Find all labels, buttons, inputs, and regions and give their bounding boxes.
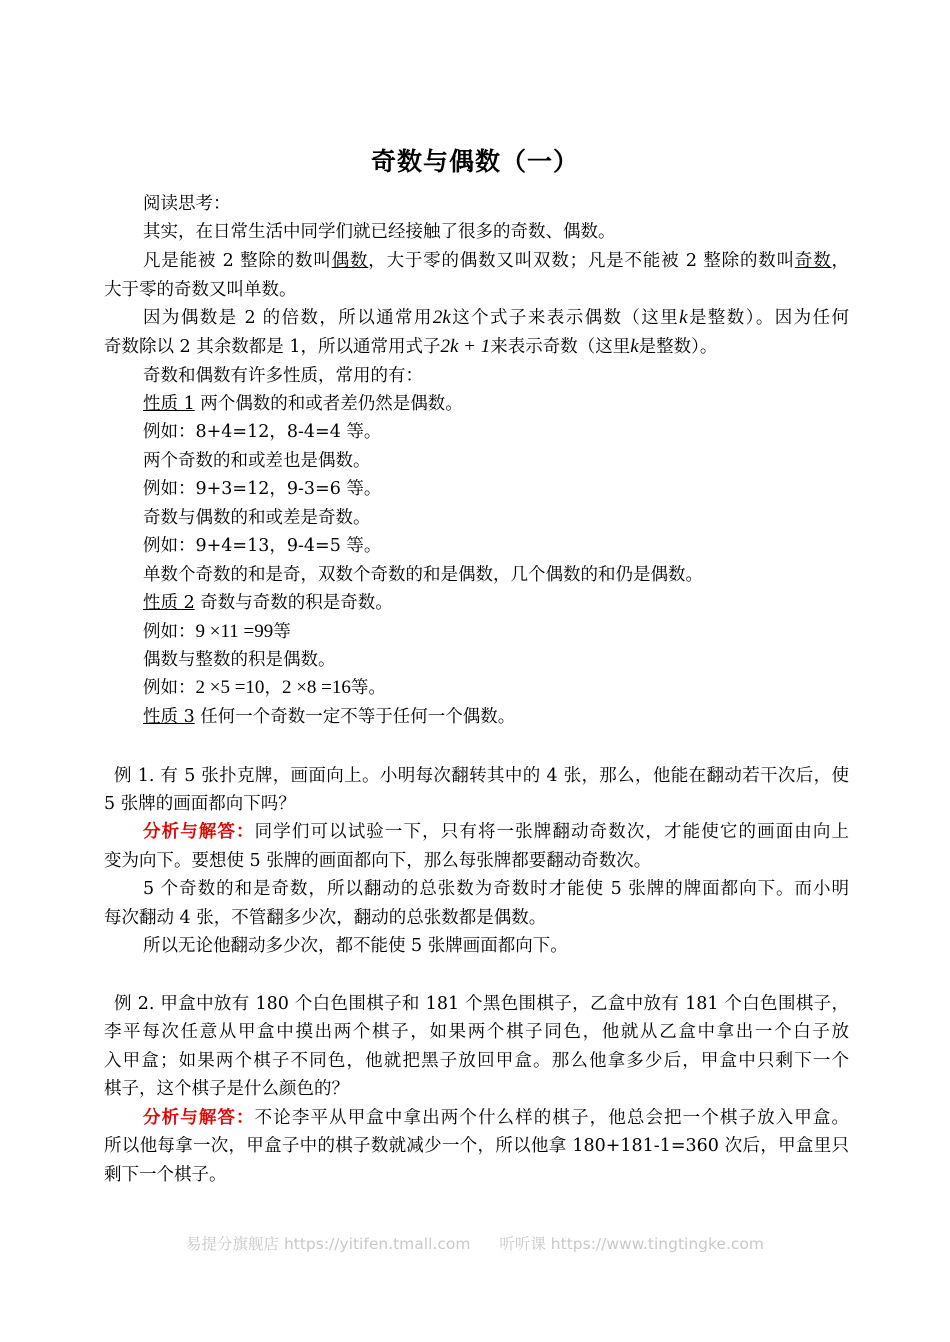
footer-link-right[interactable]: 听听课 https://www.tingtingke.com [499, 1235, 764, 1253]
paragraph: 大于零的奇数又叫单数。 [104, 280, 297, 300]
example-2-answer: 分析与解答：不论李平从甲盒中拿出两个什么样的棋子，他总会把一个棋子放入甲盒。 [143, 1108, 850, 1128]
example-1-question: 5 张牌的画面都向下吗？ [104, 794, 296, 814]
term-even: 偶数 [331, 251, 369, 271]
property-label: 性质 3 [143, 707, 195, 727]
property-label: 性质 1 [143, 394, 195, 414]
example-2-answer: 所以他每拿一次，甲盒子中的棋子数就减少一个，所以他拿 180+181-1=360 次后，甲盒里只 [104, 1136, 849, 1156]
formula-odd: 2k + 1 [440, 336, 491, 357]
example-1-question: 例 1. 有 5 张扑克牌，画面向上。小明每次翻转其中的 4 张，那么，他能在翻动若干次后，使 [114, 766, 849, 786]
example-1-answer: 每次翻动 4 张，不管翻多少次，翻动的总张数都是偶数。 [104, 908, 547, 928]
answer-label: 分析与解答： [143, 1108, 255, 1128]
paragraph: 凡是能被 2 整除的数叫偶数，大于零的偶数又叫双数；凡是不能被 2 整除的数叫奇数， [143, 251, 850, 271]
example-line: 例如：9+4=13，9-4=5 等。 [143, 536, 382, 556]
property-label: 性质 2 [143, 593, 195, 613]
formula: 2 ×8 =16 [281, 677, 351, 698]
example-2-question: 李平每次任意从甲盒中摸出两个棋子，如果两个棋子同色，他就从乙盒中拿出一个白子放 [104, 1022, 849, 1042]
reading-heading: 阅读思考： [143, 194, 231, 214]
example-1-answer: 分析与解答：同学们可以试验一下，只有将一张牌翻动奇数次，才能使它的画面由向上 [143, 822, 850, 842]
answer-label: 分析与解答： [143, 822, 255, 842]
formula: 2 ×5 =10 [195, 677, 265, 698]
variable-k: k [679, 307, 688, 328]
paragraph: 两个奇数的和或差也是偶数。 [143, 451, 371, 471]
paragraph: 因为偶数是 2 的倍数，所以通常用2k这个式子来表示偶数（这里k是整数）。因为任何 [143, 307, 850, 328]
paragraph: 奇数与偶数的和或差是奇数。 [143, 508, 371, 528]
example-2-question: 入甲盒；如果两个棋子不同色，他就把黑子放回甲盒。那么他拿多少后，甲盒中只剩下一个 [104, 1051, 849, 1071]
paragraph: 单数个奇数的和是奇，双数个奇数的和是偶数，几个偶数的和仍是偶数。 [143, 565, 703, 585]
property-2: 性质 2 奇数与奇数的积是奇数。 [143, 593, 393, 613]
property-1: 性质 1 两个偶数的和或者差仍然是偶数。 [143, 394, 463, 414]
example-2-question: 棋子，这个棋子是什么颜色的？ [104, 1079, 349, 1099]
example-line: 例如：8+4=12，8-4=4 等。 [143, 422, 382, 442]
example-1-answer: 所以无论他翻动多少次，都不能使 5 张牌画面都向下。 [143, 936, 568, 956]
formula: 9 ×11 =99 [195, 621, 274, 642]
example-1-answer: 变为向下。要想使 5 张牌的画面都向下，那么每张牌都要翻动奇数次。 [104, 851, 652, 871]
variable-k: k [630, 336, 639, 357]
paragraph: 奇数和偶数有许多性质，常用的有： [143, 366, 423, 386]
footer-watermark [0, 1232, 950, 1254]
paragraph: 奇数除以 2 其余数都是 1，所以通常用式子2k + 1来表示奇数（这里k是整数）。 [104, 336, 718, 357]
page-title: 奇数与偶数（一） [370, 147, 579, 176]
example-line: 例如：9 ×11 =99等 [143, 621, 291, 642]
property-3: 性质 3 任何一个奇数一定不等于任何一个偶数。 [143, 707, 516, 727]
paragraph: 偶数与整数的积是偶数。 [143, 650, 336, 670]
example-line: 例如：2 ×5 =10，2 ×8 =16等。 [143, 677, 386, 698]
example-line: 例如：9+3=12，9-3=6 等。 [143, 479, 382, 499]
term-odd: 奇数 [794, 251, 832, 271]
example-2-answer: 剩下一个棋子。 [104, 1165, 227, 1185]
footer-link-left[interactable]: 易提分旗舰店 https://yitifen.tmall.com [186, 1235, 471, 1253]
formula-even: 2k [432, 307, 451, 328]
paragraph: 其实，在日常生活中同学们就已经接触了很多的奇数、偶数。 [143, 222, 616, 242]
example-1-answer: 5 个奇数的和是奇数，所以翻动的总张数为奇数时才能使 5 张牌的牌面都向下。而小明 [143, 879, 849, 899]
example-2-question: 例 2. 甲盒中放有 180 个白色围棋子和 181 个黑色围棋子，乙盒中放有 181 个白色围棋子， [114, 994, 849, 1014]
